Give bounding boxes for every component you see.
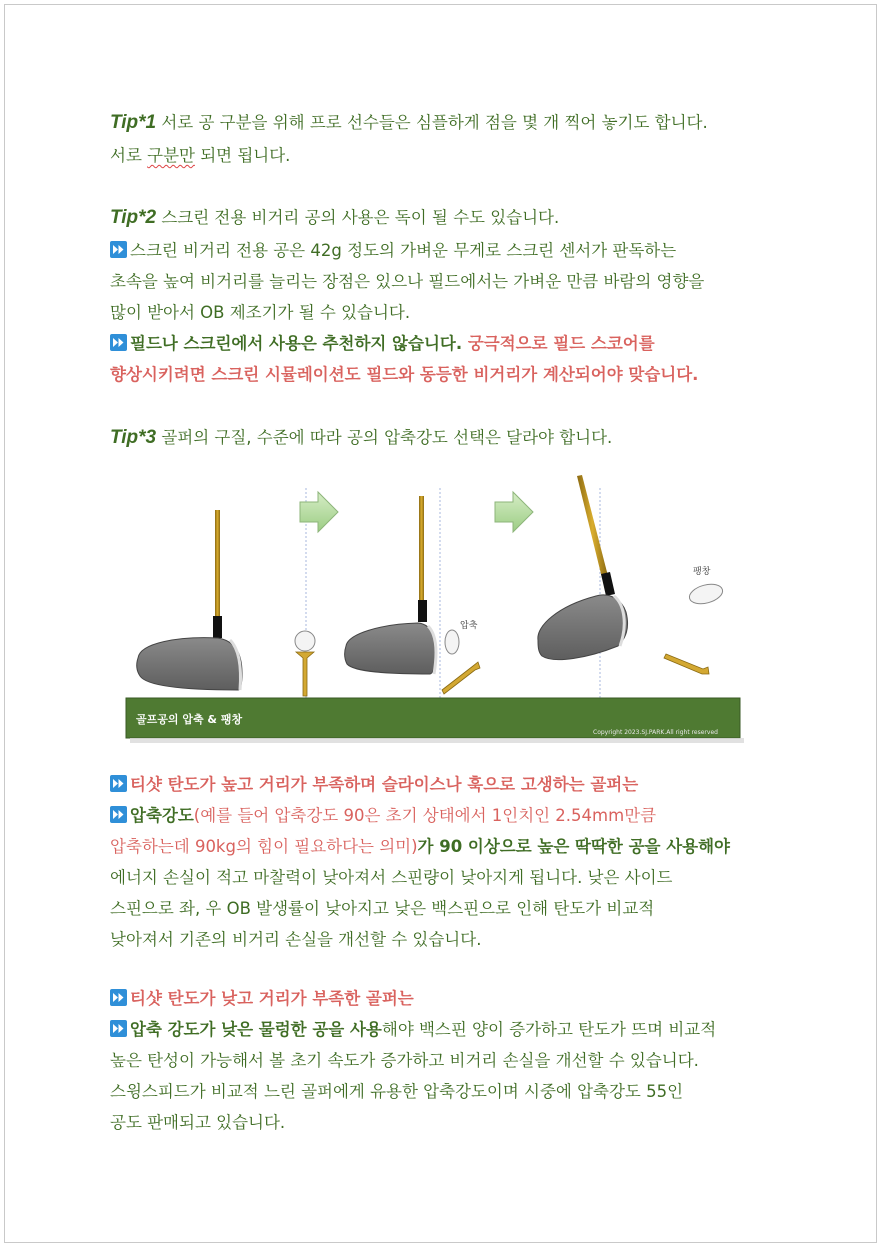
club-2	[345, 496, 480, 694]
arrow-right-icon	[495, 492, 533, 532]
tip2-line5-bold: 필드나 스크린에서 사용은 추천하지 않습니다.	[130, 334, 463, 353]
fast-forward-icon	[110, 989, 127, 1006]
tip3-label: Tip*3	[110, 427, 157, 448]
fast-forward-icon	[110, 775, 127, 792]
high-line1-text: 티샷 탄도가 높고 거리가 부족하며 슬라이스나 훅으로 고생하는 골퍼는	[130, 775, 639, 794]
tip1-line2-c: 되면 됩니다.	[194, 146, 291, 165]
high-line2-bold: 압축강도	[130, 806, 194, 825]
high-line4-text: 에너지 손실이 적고 마찰력이 낮아져서 스핀량이 낮아지게 됩니다. 낮은 사이드	[110, 868, 673, 887]
high-line5-text: 스핀으로 좌, 우 OB 발생률이 낮아지고 낮은 백스핀으로 인해 탄도가 비교적	[110, 899, 655, 918]
tip2-line6-text: 향상시키려면 스크린 시뮬레이션도 필드와 동등한 비거리가 계산되어야 맞습니다.	[110, 365, 699, 384]
low-line5	[110, 1112, 285, 1134]
tip2-line5	[110, 333, 655, 355]
tip3-line1	[110, 427, 612, 449]
tip3-text: 골퍼의 구질, 수준에 따라 공의 압축강도 선택은 달라야 합니다.	[156, 428, 613, 447]
tip1-label: Tip*1	[110, 112, 157, 133]
low-line4	[110, 1081, 683, 1103]
golf-ball-on-tee	[295, 631, 315, 696]
low-line1	[110, 988, 414, 1010]
tip1-line1	[110, 112, 708, 134]
high-line2-red: (예를 들어 압축강도 90은 초기 상태에서 1인치인 2.54mm만큼	[193, 806, 657, 825]
figure-copyright: Copyright 2023.SJ.PARK.All right reserved	[593, 729, 718, 736]
high-line6-text: 낮아져서 기존의 비거리 손실을 개선할 수 있습니다.	[110, 930, 482, 949]
tip2-line4-text: 많이 받아서 OB 제조기가 될 수 있습니다.	[110, 303, 411, 322]
label-compress: 압축	[460, 621, 478, 631]
tip2-line4	[110, 302, 410, 324]
high-line3-bold: 가 90 이상으로 높은 딱딱한 공을 사용해야	[417, 837, 730, 856]
tip2-line1	[110, 207, 559, 229]
tip2-line2	[110, 240, 676, 262]
low-line3-text: 높은 탄성이 가능해서 볼 초기 속도가 증가하고 비거리 손실을 개선할 수 있습니다.	[110, 1051, 699, 1070]
compression-figure	[118, 468, 758, 758]
label-expand: 팽창	[693, 567, 711, 577]
tip1-line2-a: 서로	[110, 146, 148, 165]
high-line1	[110, 774, 638, 796]
tip2-line5-red: 궁극적으로 필드 스코어를	[462, 334, 655, 353]
spellcheck-word: 구분만	[147, 146, 195, 165]
high-line3-red: 압축하는데 90kg의 힘이 필요하다는 의미)	[110, 837, 418, 856]
tip2-line3	[110, 271, 704, 293]
low-line4-text: 스윙스피드가 비교적 느린 골퍼에게 유용한 압축강도이며 시중에 압축강도 55인	[110, 1082, 684, 1101]
low-line2-bold: 압축 강도가 낮은 물렁한 공을 사용	[130, 1020, 382, 1039]
tee-icon	[664, 654, 709, 674]
figure-caption: 골프공의 압축 & 팽창	[136, 713, 243, 726]
expanded-ball	[687, 581, 725, 607]
high-line5	[110, 898, 654, 920]
low-line5-text: 공도 판매되고 있습니다.	[110, 1113, 286, 1132]
tip1-line2	[110, 145, 290, 167]
low-line2-text: 해야 백스핀 양이 증가하고 탄도가 뜨며 비교적	[381, 1020, 717, 1039]
low-line1-text: 티샷 탄도가 낮고 거리가 부족한 골퍼는	[130, 989, 414, 1008]
tip1-text: 서로 공 구분을 위해 프로 선수들은 심플하게 점을 몇 개 찍어 놓기도 합니다.	[156, 113, 708, 132]
club-1	[137, 510, 242, 690]
fast-forward-icon	[110, 806, 127, 823]
fast-forward-icon	[110, 334, 127, 351]
fast-forward-icon	[110, 1020, 127, 1037]
low-line3	[110, 1050, 699, 1072]
tip2-text: 스크린 전용 비거리 공의 사용은 독이 될 수도 있습니다.	[156, 208, 560, 227]
low-line2	[110, 1019, 716, 1041]
tip2-line2-text: 스크린 비거리 전용 공은 42g 정도의 가벼운 무게로 스크린 센서가 판독하는	[130, 241, 677, 260]
tee-icon	[442, 662, 480, 694]
tip2-label: Tip*2	[110, 207, 157, 228]
high-line6	[110, 929, 481, 951]
high-line2	[110, 805, 656, 827]
tip2-line6	[110, 364, 698, 386]
compressed-ball	[445, 630, 459, 654]
high-line4	[110, 867, 673, 889]
tip2-line3-text: 초속을 높여 비거리를 늘리는 장점은 있으나 필드에서는 가벼운 만큼 바람의 영향을	[110, 272, 705, 291]
fast-forward-icon	[110, 241, 127, 258]
high-line3	[110, 836, 730, 858]
